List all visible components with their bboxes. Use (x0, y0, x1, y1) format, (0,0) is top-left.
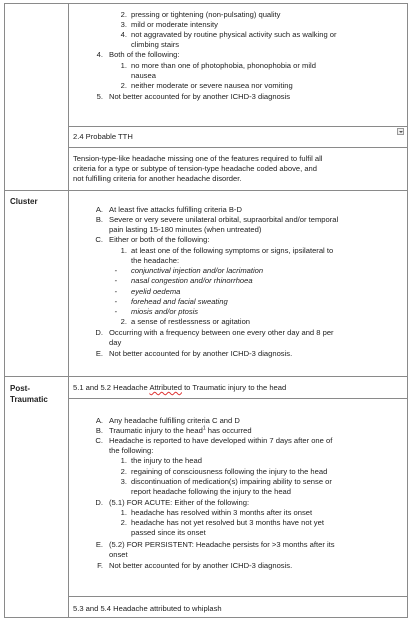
row-divider (5, 190, 407, 191)
row-divider (69, 398, 407, 399)
row-divider (69, 126, 407, 127)
probable-tth-heading: 2.4 Probable TTH (73, 132, 133, 141)
row-divider (69, 596, 407, 597)
criteria-table: 2. pressing or tightening (non-pulsating) quality 3. mild or moderate intensity 4. not aggravated by routine physical activity such as walking or climbing stairs 4. Both of the following: 1. no more than one of photophobia, phonophobia or mild nausea 2. neither moderate or severe nausea nor vomiting 5. Not better accounted for by another ICHD-3 diagnosis 2.4 Probable TTH Tension-type-like headache missing one of the features required to fulfil all criteria for a type or subtype of tension-type headache coded above, and not fulfilling criteria for another headache disorder. Cluster A. At least five attacks fulfilling criteria B-D B. Severe or very severe unilateral orbital, supraorbital and/or temporal pain lasting 15-180 minutes (when untreated) C. Either or both of the following: 1. at least one of the following symptoms or signs, ipsilateral to the headache: - conjunctival injection and/or lacrimation - nasal congestion and/or rhinorrhoea - eyelid oedema - forehead and facial sweating - miosis and/or ptosis 2. a sense of restlessness or agitation D. Occurring with a frequency between one every other day and 8 per day E. Not better accounted for by another ICHD-3 diagnosis. Post- Traumatic 5.1 and 5.2 Headache Attributed to Traumatic injury to the head A. Any headache fulfilling criteria C and D B. Traumatic injury to the head$^1$ has occurred C. Headache is reported to have developed within 7 days after one of the following: 1. the injury to the head 2. regaining of consciousness following the injury to the head 3. discontinuation of medication(s) impairing ability to sense or report headache following the injury to the head D. (5.1) FOR ACUTE: Either of the following: 1. headache has resolved within 3 months after its onset 2. headache has not yet resolved but 3 months have not yet passed since its onset E. (5.2) FOR PERSISTENT: Headache persists for >3 months after its onset F. Not better accounted for by another ICHD-3 diagnosis. 5.3 and 5.4 Headache attributed to whiplash (4, 3, 408, 618)
footnote-marker: 1 (202, 425, 206, 432)
row-label-cluster: Cluster (10, 197, 38, 206)
row-divider (69, 147, 407, 148)
column-divider (68, 4, 69, 617)
row-label-post-traumatic: Post- Traumatic (10, 384, 48, 404)
dropdown-icon[interactable] (397, 128, 404, 135)
row-divider (5, 376, 407, 377)
whiplash-heading: 5.3 and 5.4 Headache attributed to whiplash (73, 604, 222, 613)
post-traumatic-heading: 5.1 and 5.2 Headache Attributed to Traumatic injury to the head (73, 383, 287, 392)
